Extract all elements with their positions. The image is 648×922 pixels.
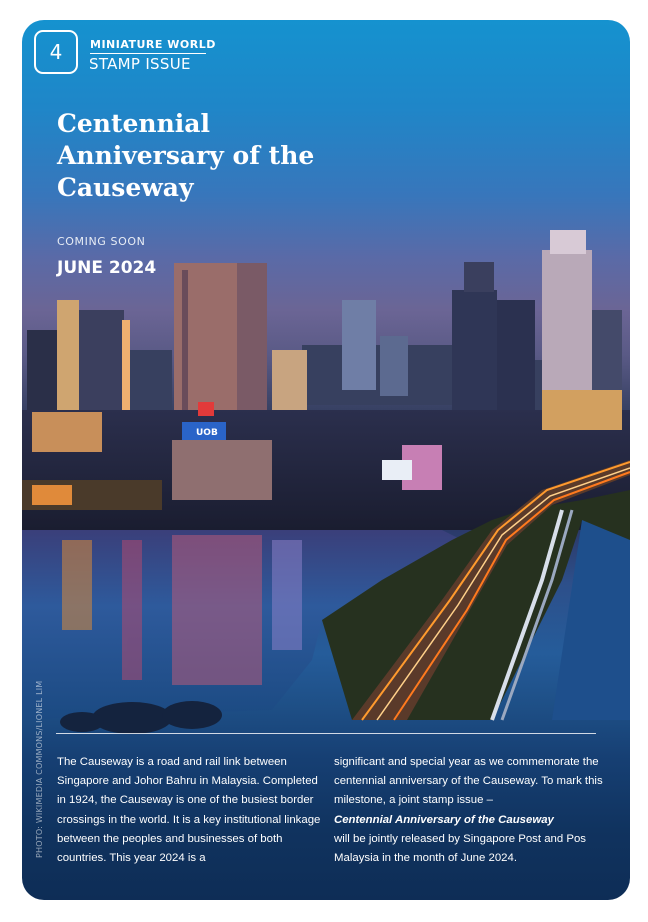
status-label: COMING SOON bbox=[57, 235, 146, 248]
body-text-right-2: will be jointly released by Singapore Post and Pos Malaysia in the month of June 2024. bbox=[334, 832, 587, 865]
body-text-right-1: significant and special year as we commemorate the centennial anniversary of the Causeway. To mark this milestone, a joint stamp issue – bbox=[334, 756, 603, 807]
uob-sign: UOB bbox=[196, 428, 218, 438]
stamp-issue-name: Centennial Anniversary of the Causeway bbox=[334, 813, 554, 826]
body-column-left bbox=[57, 753, 325, 868]
photo-credit: PHOTO: WIKIMEDIA COMMONS/LIONEL LIM bbox=[35, 680, 44, 858]
release-date: JUNE 2024 bbox=[57, 258, 157, 278]
page-number-badge: 4 bbox=[34, 30, 78, 74]
series-sublabel: STAMP ISSUE bbox=[89, 55, 191, 73]
series-divider bbox=[90, 53, 206, 54]
page-title: Centennial Anniversary of the Causeway bbox=[57, 109, 315, 202]
section-divider bbox=[56, 733, 596, 734]
body-paragraph-right bbox=[334, 753, 609, 868]
body-column-right bbox=[334, 753, 609, 868]
body-paragraph-left: The Causeway is a road and rail link between Singapore and Johor Bahru in Malaysia. Completed in 1924, the Causeway is one of the busiest border crossings in the world. It is a key institutional linkage between the peoples and businesses of both countries. This year 2024 is a bbox=[57, 756, 321, 865]
series-label: MINIATURE WORLD bbox=[90, 38, 216, 51]
cover-card bbox=[22, 20, 630, 900]
